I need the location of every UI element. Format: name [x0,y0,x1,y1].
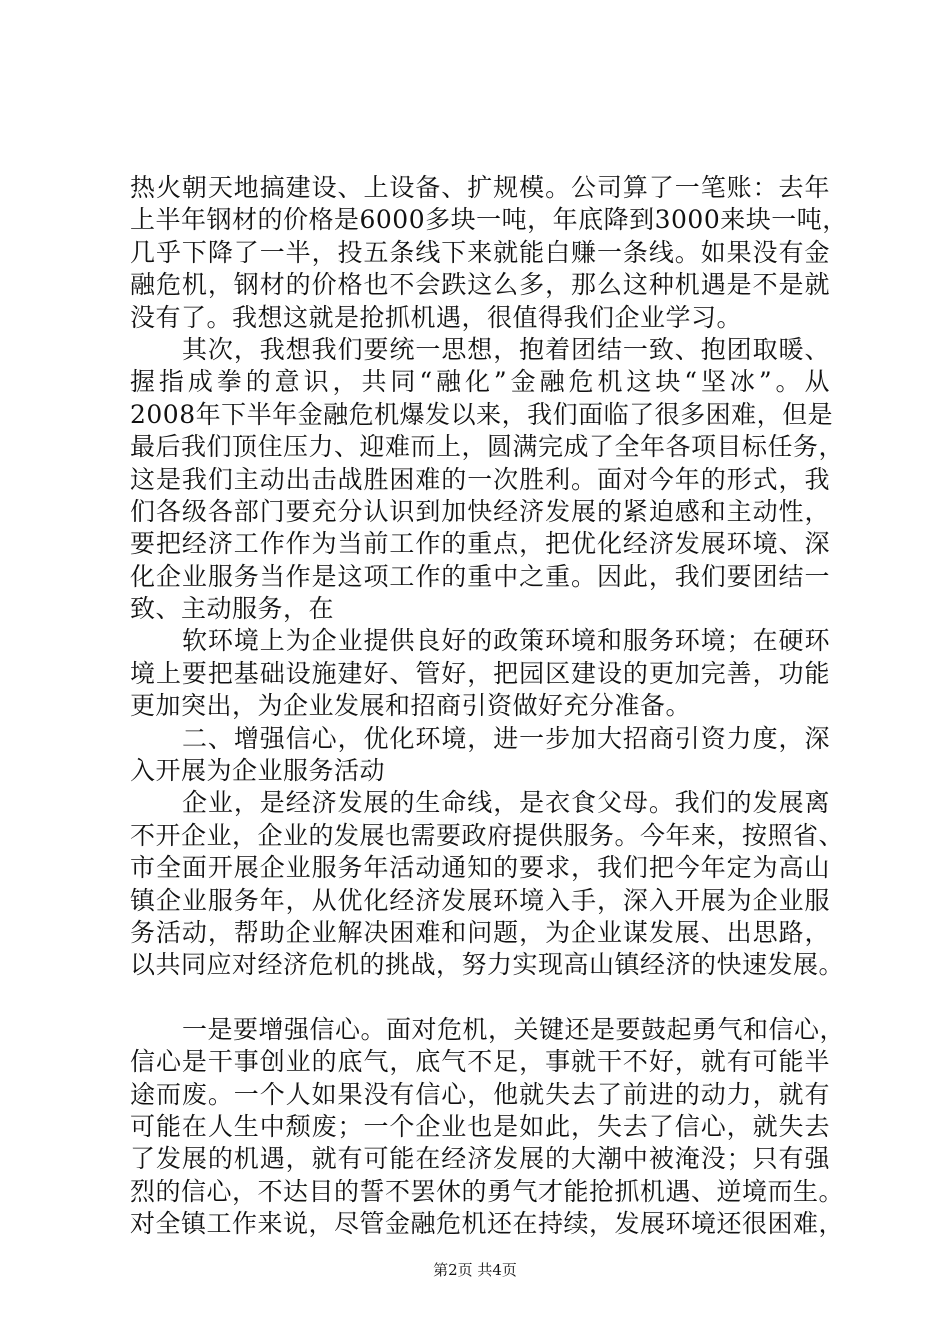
text-line: 烈的信心，不达目的誓不罢休的勇气才能抢抓机遇、逆境而生。 [130,1176,845,1206]
text-line: 对全镇工作来说，尽管金融危机还在持续，发展环境还很困难， [130,1209,845,1239]
text-line: 没有了。我想这就是抢抓机遇，很值得我们企业学习。 [130,302,743,332]
text-line: 化企业服务当作是这项工作的重中之重。因此，我们要团结一 [130,561,830,591]
text-line: 企业，是经济发展的生命线，是衣食父母。我们的发展离 [182,788,830,818]
text-line: 一是要增强信心。面对危机，关键还是要鼓起勇气和信心， [182,1014,846,1044]
text-line: 市全面开展企业服务年活动通知的要求，我们把今年定为高山 [130,853,830,883]
text-line: 融危机，钢材的价格也不会跌这么多，那么这种机遇是不是就 [130,270,830,300]
text-line: 可能在人生中颓废；一个企业也是如此，失去了信心，就失去 [130,1111,830,1141]
text-line: 上半年钢材的价格是6000多块一吨，年底降到3000来块一吨， [130,205,848,235]
text-line: 境上要把基础设施建好、管好，把园区建设的更加完善，功能 [130,658,830,688]
text-line: 其次，我想我们要统一思想，抱着团结一致、抱团取暖、 [182,334,830,364]
text-line: 信心是干事创业的底气，底气不足，事就干不好，就有可能半 [130,1047,830,1077]
text-line: 们各级各部门要充分认识到加快经济发展的紧迫感和主动性， [130,496,830,526]
text-line: 最后我们顶住压力、迎难而上，圆满完成了全年各项目标任务， [130,432,845,462]
text-line: 了发展的机遇，就有可能在经济发展的大潮中被淹没；只有强 [130,1144,830,1174]
text-line: 镇企业服务年，从优化经济发展环境入手，深入开展为企业服 [130,885,830,915]
text-line: 握指成拳的意识，共同“融化”金融危机这块“坚冰”。从 [130,367,830,397]
paragraph-gap [130,982,830,1014]
text-line: 软环境上为企业提供良好的政策环境和服务环境；在硬环 [182,626,830,656]
text-line: 不开企业，企业的发展也需要政府提供服务。今年来，按照省、 [130,820,845,850]
text-line: 2008年下半年金融危机爆发以来，我们面临了很多困难，但是 [130,399,834,429]
text-line: 几乎下降了一半，投五条线下来就能白赚一条线。如果没有金 [130,237,830,267]
text-line: 途而废。一个人如果没有信心，他就失去了前进的动力，就有 [130,1079,830,1109]
text-line: 热火朝天地搞建设、上设备、扩规模。公司算了一笔账：去年 [130,173,830,202]
section-heading-line: 二、增强信心，优化环境，进一步加大招商引资力度，深 [182,723,830,753]
body-text [130,172,848,1241]
text-line: 这是我们主动出击战胜困难的一次胜利。面对今年的形式，我 [130,464,830,494]
page-number-footer: 第2页 共4页 [433,1261,517,1279]
section-heading-line: 入开展为企业服务活动 [130,756,386,786]
text-line: 要把经济工作作为当前工作的重点，把优化经济发展环境、深 [130,529,830,559]
text-line: 致、主动服务，在 [130,594,335,624]
text-line: 务活动，帮助企业解决困难和问题，为企业谋发展、出思路， [130,917,830,947]
text-line: 更加突出，为企业发展和招商引资做好充分准备。 [130,691,692,721]
text-line: 以共同应对经济危机的挑战，努力实现高山镇经济的快速发展。 [130,950,845,980]
